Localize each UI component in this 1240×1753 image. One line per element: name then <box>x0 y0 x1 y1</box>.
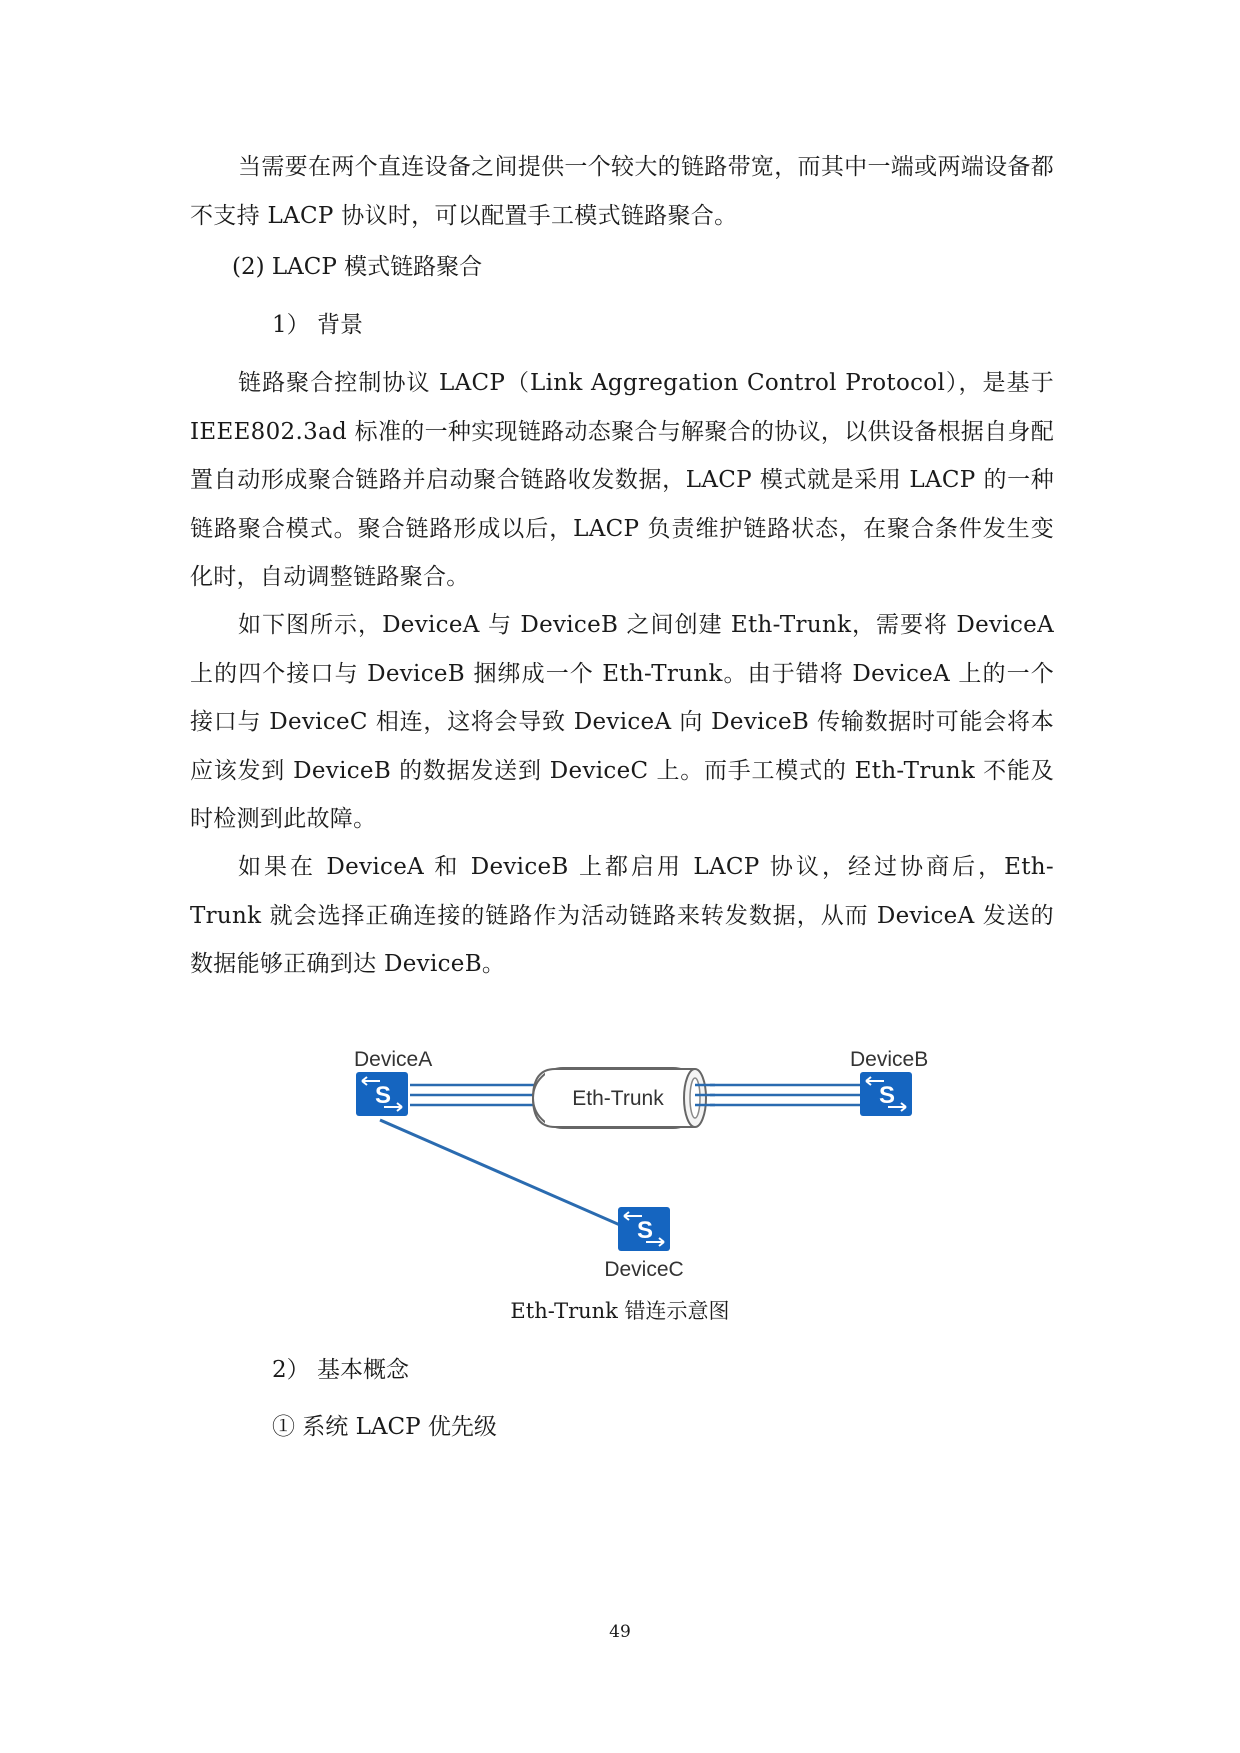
eth-trunk-cylinder <box>533 1068 715 1128</box>
eth-trunk-label: Eth-Trunk <box>572 1087 664 1110</box>
subheading-background: 1） 背景 <box>272 312 363 338</box>
switch-glyph-a: S <box>374 1082 392 1109</box>
list-item-system-priority: ① 系统 LACP 优先级 <box>272 1414 497 1440</box>
trunk-links-left <box>410 1085 535 1105</box>
page-number: 49 <box>609 1622 631 1642</box>
trunk-links-right <box>710 1085 860 1105</box>
misconnected-link <box>380 1120 620 1225</box>
eth-trunk-diagram <box>350 1050 930 1300</box>
subheading-basic-concepts: 2） 基本概念 <box>272 1357 409 1383</box>
figure-caption: Eth-Trunk 错连示意图 <box>510 1299 730 1323</box>
device-c-label: DeviceC <box>604 1258 684 1281</box>
device-b-switch-icon <box>860 1072 912 1116</box>
device-c-switch-icon <box>618 1207 670 1251</box>
device-a-label: DeviceA <box>354 1050 433 1071</box>
paragraph-lacp-definition: 链路聚合控制协议 LACP（Link Aggregation Control Protocol），是基于 IEEE802.3ad 标准的一种实现链路动态聚合与解聚合的协议，以供设备根据自身配置自动形成聚合链路并启动聚合链路收发数据，LACP 模式就是采用 LACP 的一种链路聚合模式。聚合链路形成以后，LACP 负责维护链路状态，在聚合条件发生变化时，自动调整链路聚合。 <box>190 370 1054 590</box>
paragraph-manual-mode: 当需要在两个直连设备之间提供一个较大的链路带宽，而其中一端或两端设备都不支持 LACP 协议时，可以配置手工模式链路聚合。 <box>190 154 1054 229</box>
paragraph-lacp-solution: 如果在 DeviceA 和 DeviceB 上都启用 LACP 协议，经过协商后，Eth-Trunk 就会选择正确连接的链路作为活动链路来转发数据，从而 DeviceA 发送的数据能够正确到达 DeviceB。 <box>190 854 1054 977</box>
switch-glyph-b: S <box>878 1082 896 1109</box>
section-heading-lacp-mode: (2) LACP 模式链路聚合 <box>232 254 483 280</box>
device-a-switch-icon <box>356 1072 408 1116</box>
device-b-label: DeviceB <box>850 1050 929 1071</box>
switch-glyph-c: S <box>636 1217 654 1244</box>
paragraph-misconnection-example: 如下图所示，DeviceA 与 DeviceB 之间创建 Eth-Trunk，需要将 DeviceA 上的四个接口与 DeviceB 捆绑成一个 Eth-Trunk。由于错将 DeviceA 上的一个接口与 DeviceC 相连，这将会导致 DeviceA 向 DeviceB 传输数据时可能会将本应该发到 DeviceB 的数据发送到 DeviceC 上。而手工模式的 Eth-Trunk 不能及时检测到此故障。 <box>190 612 1054 832</box>
